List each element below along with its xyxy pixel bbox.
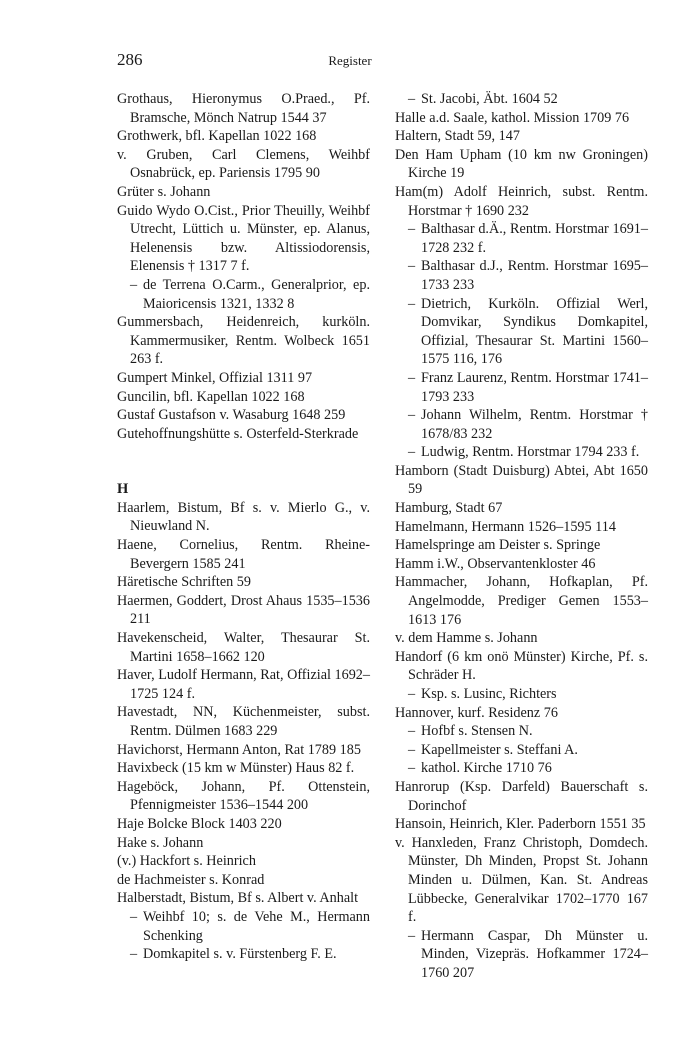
- index-entry: Handorf (6 km onö Münster) Kirche, Pf. s. Schräder H.: [395, 648, 648, 684]
- index-entry: Havichorst, Hermann Anton, Rat 1789 185: [117, 741, 361, 758]
- index-entry: Hamelspringe am Deister s. Springe: [395, 537, 601, 554]
- index-subentry: – Dietrich, Kurköln. Offizial Werl, Domvikar, Syndikus Domkapitel, Offizial, Thesaurar St. Martini 1560–1575 116, 176: [395, 295, 648, 369]
- index-subentry: – Ludwig, Rentm. Horstmar 1794 233 f.: [395, 443, 648, 462]
- index-entry: Hansoin, Heinrich, Kler. Paderborn 1551 35: [395, 816, 646, 833]
- index-subentry: – Ksp. s. Lusinc, Richters: [395, 685, 648, 704]
- index-entry: v. Gruben, Carl Clemens, Weihbf Osnabrück, ep. Pariensis 1795 90: [117, 146, 370, 182]
- index-entry: Grüter s. Johann: [117, 183, 211, 200]
- page-number: 286: [117, 50, 143, 69]
- index-entry: Haermen, Goddert, Drost Ahaus 1535–1536 211: [117, 592, 370, 628]
- section-gap: [117, 443, 370, 480]
- index-subentry: – Franz Laurenz, Rentm. Horstmar 1741–1793 233: [395, 369, 648, 406]
- index-entry: v. dem Hamme s. Johann: [395, 630, 538, 647]
- index-entry: Haje Bolcke Block 1403 220: [117, 815, 282, 832]
- index-entry: Hamm i.W., Observantenkloster 46: [395, 555, 596, 572]
- section-letter: H: [117, 481, 129, 498]
- index-entry: Gustaf Gustafson v. Wasaburg 1648 259: [117, 407, 346, 424]
- index-entry: Hannover, kurf. Residenz 76: [395, 704, 558, 721]
- index-entry: Hamelmann, Hermann 1526–1595 114: [395, 518, 616, 535]
- index-entry: Hamborn (Stadt Duisburg) Abtei, Abt 1650 59: [395, 462, 648, 498]
- index-entry: Guido Wydo O.Cist., Prior Theuilly, Weihbf Utrecht, Lüttich u. Münster, ep. Alanus, Helenensis bzw. Altissiodorensis, Elenensis † 1317 7 f.: [117, 202, 370, 275]
- index-entry: Hageböck, Johann, Pf. Ottenstein, Pfennigmeister 1536–1544 200: [117, 778, 370, 814]
- index-entry: Gutehoffnungshütte s. Osterfeld-Sterkrade: [117, 425, 359, 442]
- index-entry: Gummersbach, Heidenreich, kurköln. Kammermusiker, Rentm. Wolbeck 1651 263 f.: [117, 314, 370, 368]
- index-entry: Haltern, Stadt 59, 147: [395, 128, 520, 145]
- index-subentry: – de Terrena O.Carm., Generalprior, ep. Maioricensis 1321, 1332 8: [117, 276, 370, 313]
- index-entry: Halle a.d. Saale, kathol. Mission 1709 76: [395, 109, 630, 126]
- index-subentry: – Domkapitel s. v. Fürstenberg F. E.: [117, 945, 370, 964]
- index-column-right: [395, 90, 648, 983]
- index-entry: Hanrorup (Ksp. Darfeld) Bauerschaft s. Dorinchof: [395, 778, 648, 814]
- index-entry: Hamburg, Stadt 67: [395, 500, 503, 517]
- index-subentry: – kathol. Kirche 1710 76: [395, 759, 648, 778]
- index-subentry: – Johann Wilhelm, Rentm. Horstmar † 1678/83 232: [395, 406, 648, 443]
- index-entry: Halberstadt, Bistum, Bf s. Albert v. Anhalt: [117, 890, 359, 907]
- index-entry: v. Hanxleden, Franz Christoph, Domdech. Münster, Dh Minden, Propst St. Johann Minden u. Dülmen, Kan. St. Andreas Lübbecke, Generalvikar 1702–1770 167 f.: [395, 834, 648, 926]
- index-subentry: – St. Jacobi, Äbt. 1604 52: [395, 90, 648, 109]
- index-entry: Havixbeck (15 km w Münster) Haus 82 f.: [117, 760, 355, 777]
- index-entry: Ham(m) Adolf Heinrich, subst. Rentm. Horstmar † 1690 232: [395, 183, 648, 219]
- index-entry: Gumpert Minkel, Offizial 1311 97: [117, 369, 313, 386]
- index-subentry: – Balthasar d.Ä., Rentm. Horstmar 1691–1728 232 f.: [395, 220, 648, 257]
- index-subentry: – Weihbf 10; s. de Vehe M., Hermann Schenking: [117, 908, 370, 945]
- index-entry: Den Ham Upham (10 km nw Groningen) Kirche 19: [395, 146, 648, 182]
- index-subentry: – Kapellmeister s. Steffani A.: [395, 741, 648, 760]
- index-entry: (v.) Hackfort s. Heinrich: [117, 853, 256, 870]
- running-head: Register: [328, 53, 372, 68]
- index-entry: Haver, Ludolf Hermann, Rat, Offizial 1692–1725 124 f.: [117, 667, 370, 702]
- index-entry: Hammacher, Johann, Hofkaplan, Pf. Angelmodde, Prediger Gemen 1553–1613 176: [395, 574, 648, 628]
- index-entry: Haene, Cornelius, Rentm. Rheine-Bevergern 1585 241: [117, 537, 370, 572]
- index-subentry: – Hofbf s. Stensen N.: [395, 722, 648, 741]
- index-entry: Grothwerk, bfl. Kapellan 1022 168: [117, 128, 317, 145]
- index-entry: Havekenscheid, Walter, Thesaurar St. Martini 1658–1662 120: [117, 630, 370, 665]
- index-entry: Hake s. Johann: [117, 834, 204, 851]
- index-entry: Grothaus, Hieronymus O.Praed., Pf. Bramsche, Mönch Natrup 1544 37: [117, 91, 370, 126]
- index-entry: Havestadt, NN, Küchenmeister, subst. Rentm. Dülmen 1683 229: [117, 704, 370, 739]
- index-entry: Guncilin, bfl. Kapellan 1022 168: [117, 388, 305, 405]
- index-entry: de Hachmeister s. Konrad: [117, 871, 265, 888]
- index-subentry: – Hermann Caspar, Dh Münster u. Minden, Vizepräs. Hofkammer 1724–1760 207: [395, 927, 648, 983]
- index-entry: Haarlem, Bistum, Bf s. v. Mierlo G., v. Nieuwland N.: [117, 499, 370, 535]
- index-column-left: [117, 90, 370, 964]
- index-subentry: – Balthasar d.J., Rentm. Horstmar 1695–1733 233: [395, 257, 648, 294]
- index-entry: Häretische Schriften 59: [117, 574, 251, 591]
